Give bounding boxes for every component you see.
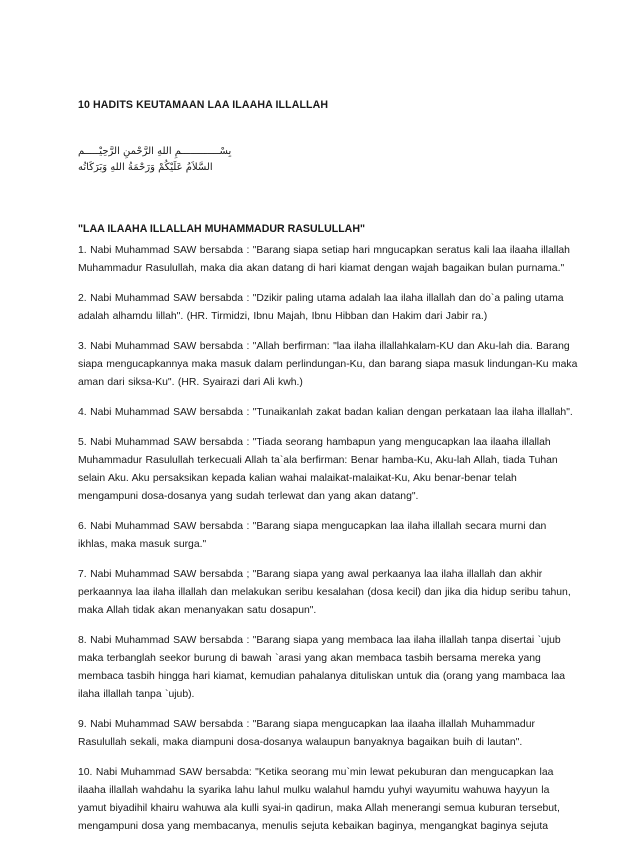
hadith-number: 1. [78, 245, 87, 256]
arabic-basmalah: بِسْـــــــــــــمِ اللهِ الرَّحْمنِ الرَّحِيْـــــم [78, 146, 232, 157]
hadith-text: Nabi Muhammad SAW bersabda ; "Barang siapa yang awal perkaanya laa ilaha illallah dan akhir perkaannya laa ilaha illallah dan melakukan seribu kesalahan (dosa kecil) dan jika dia hidup seribu tahun, maka Allah tidak akan menanyakan satu dosapun". [78, 569, 571, 616]
hadith-number: 3. [78, 341, 87, 352]
hadith-item-7 [78, 566, 578, 620]
hadith-item-1 [78, 242, 578, 278]
hadith-text: Nabi Muhammad SAW bersabda : "Barang siapa setiap hari mngucapkan seratus kali laa ilaaha illallah Muhammadur Rasulullah, maka dia akan datang di hari kiamat dengan wajah bagaikan bulan purnama." [78, 245, 570, 274]
document-title: 10 HADITS KEUTAMAAN LAA ILAAHA ILLALLAH [78, 99, 329, 111]
hadith-text: Nabi Muhammad SAW bersabda: "Ketika seorang mu`min lewat pekuburan dan mengucapkan laa ilaaha illallah wahdahu la syarika lahu lahul mulku walahul hamdu yuhyi wayumitu wahuwa hayyun la yamut biyadihil khairu wahuwa ala kulli syai-in qadirun, maka Allah menerangi semua kuburan tersebut, mengampuni dosa yang membacanya, menulis sejuta kebaikan baginya, mengangkat baginya sejuta [78, 767, 560, 832]
hadith-text: Nabi Muhammad SAW bersabda : "Barang siapa mengucapkan laa ilaha illallah secara murni dan ikhlas, maka masuk surga." [78, 521, 547, 550]
hadith-text: Nabi Muhammad SAW bersabda : "Barang siapa mengucapkan laa ilaaha illallah Muhammadur Rasulullah sekali, maka diampuni dosa-dosanya walaupun banyaknya bagaikan buih di lautan". [78, 719, 535, 748]
hadith-item-2 [78, 290, 578, 326]
hadith-item-10 [78, 764, 578, 836]
document-body [78, 96, 578, 848]
hadith-text: Nabi Muhammad SAW bersabda : "Tunaikanlah zakat badan kalian dengan perkataan laa ilaha illallah". [90, 407, 573, 418]
hadith-text: Nabi Muhammad SAW bersabda : "Allah berfirman: "laa ilaha illallahkalam-KU dan Aku-lah dia. Barang siapa mengucapkannya maka masuk dalam perlindungan-Ku, dan barang siapa masuk lindungan-Ku maka aman dari siksa-Ku". (HR. Syairazi dari Ali kwh.) [78, 341, 578, 388]
hadith-number: 2. [78, 293, 87, 304]
hadith-number: 6. [78, 521, 87, 532]
hadith-list [78, 242, 578, 836]
hadith-item-8 [78, 632, 578, 704]
hadith-item-5 [78, 434, 578, 506]
hadith-text: Nabi Muhammad SAW bersabda : "Barang siapa yang membaca laa ilaha illallah tanpa disertai `ujub maka terbanglah seekor burung di bawah `arasi yang akan membaca tasbih bersama mereka yang membaca tasbih hingga hari kiamat, kemudian pahalanya dituliskan untuk dia (orang yang mambaca laa ilaha illallah tanpa `ujub). [78, 635, 566, 700]
hadith-number: 9. [78, 719, 87, 730]
hadith-item-3 [78, 338, 578, 392]
hadith-number: 7. [78, 569, 87, 580]
hadith-number: 8. [78, 635, 87, 646]
arabic-salam: السَّلاَمُ عَلَيْكُمْ وَرَحْمَةُ اللهِ وَبَرَكَاتُه [78, 162, 213, 173]
section-heading: "LAA ILAAHA ILLALLAH MUHAMMADUR RASULULLAH" [78, 223, 366, 235]
hadith-item-6 [78, 518, 578, 554]
hadith-item-4 [78, 404, 578, 422]
hadith-number: 5. [78, 437, 87, 448]
hadith-item-9 [78, 716, 578, 752]
arabic-greeting [78, 144, 578, 176]
hadith-number: 4. [78, 407, 87, 418]
hadith-text: Nabi Muhammad SAW bersabda : "Tiada seorang hambapun yang mengucapkan laa ilaaha illallah Muhammadur Rasulullah terkecuali Allah ta`ala berfirman: Benar hamba-Ku, Aku-lah Allah, tiada Tuhan selain Aku. Aku persaksikan kepada kalian wahai malaikat-malaikat-Ku, Aku benar-benar telah mengampuni dosa-dosanya yang sudah terlewat dan yang akan datang". [78, 437, 558, 502]
hadith-number: 10. [78, 767, 93, 778]
hadith-text: Nabi Muhammad SAW bersabda : "Dzikir paling utama adalah laa ilaha illallah dan do`a paling utama adalah alhamdu lillah". (HR. Tirmidzi, Ibnu Majah, Ibnu Hibban dan Hakim dari Jabir ra.) [78, 293, 564, 322]
